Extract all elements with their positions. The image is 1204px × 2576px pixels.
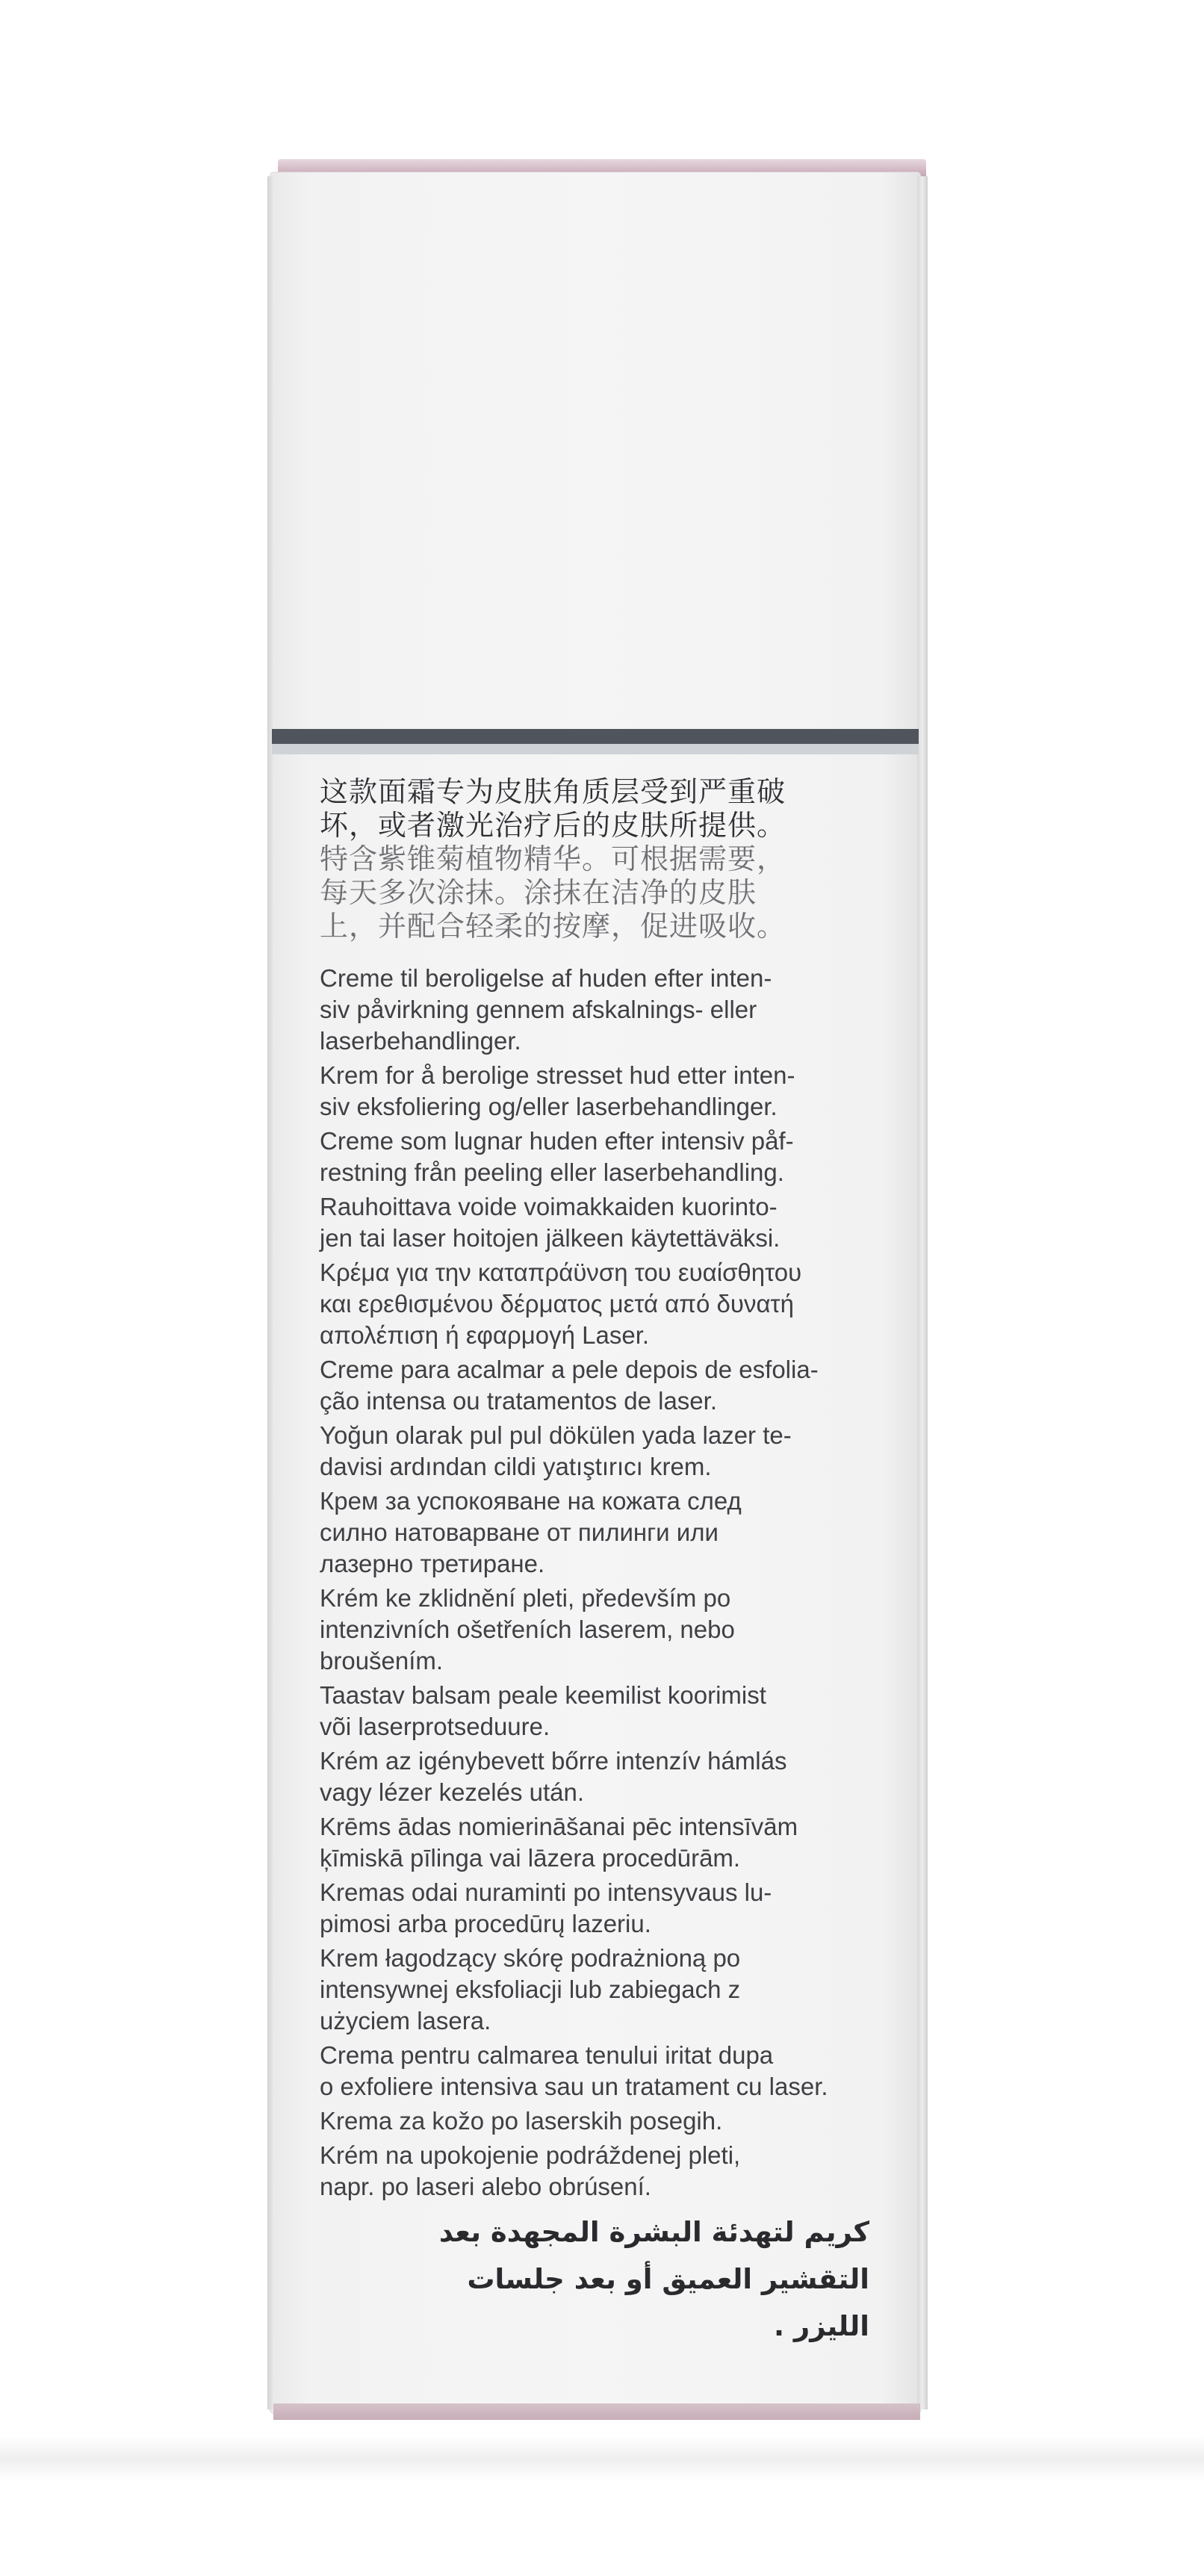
text-romanian: Crema pentru calmarea tenului iritat dupa o exfoliere intensiva sau un tratament cu laser.	[320, 2041, 828, 2100]
text-lithuanian: Kremas odai nuraminti po intensyvaus lu- pimosi arba procedūrų lazeriu.	[320, 1878, 772, 1937]
text-swedish: Creme som lugnar huden efter intensiv påf- restning från peeling eller laserbehandling.	[320, 1127, 794, 1186]
text-norwegian: Krem for å berolige stresset hud etter inten- siv eksfoliering og/eller laserbehandlinger.	[320, 1061, 795, 1120]
text-turkish: Yoğun olarak pul pul dökülen yada lazer te- davisi ardından cildi yatıştırıcı krem.	[320, 1421, 792, 1480]
text-greek: Κρέμα για την καταπράϋνση του ευαίσθητου και ερεθισμένου δέρματος μετά από δυνατή απολέπιση ή εφαρμογή Laser.	[320, 1258, 802, 1349]
text-arabic: كريم لتهدئة البشرة المجهدة بعد التقشير العميق أو بعد جلسات الليزر .	[438, 2216, 869, 2342]
floor-shadow	[0, 2436, 1204, 2481]
label-text-block	[320, 775, 869, 2377]
chinese-text-2: 特含紫锥菊植物精华。可根据需要， 每天多次涂抹。涂抹在洁净的皮肤 上，并配合轻柔的按摩，促进吸收。	[320, 842, 786, 943]
text-estonian: Taastav balsam peale keemilist koorimist või laserprotseduure.	[320, 1681, 766, 1740]
box-bottom-rim	[273, 2403, 920, 2420]
box-right-edge	[917, 176, 928, 2409]
text-slovenian: Krema za kožo po laserskih posegih.	[320, 2107, 723, 2135]
light-stripe	[272, 744, 919, 754]
text-portuguese: Creme para acalmar a pele depois de esfolia- ção intensa ou tratamentos de laser.	[320, 1356, 819, 1415]
text-finnish: Rauhoittava voide voimakkaiden kuorinto- jen tai laser hoitojen jälkeen käytettäväksi.	[320, 1193, 781, 1252]
text-slovak: Krém na upokojenie podráždenej pleti, napr. po laseri alebo obrúsení.	[320, 2141, 741, 2200]
chinese-text-1: 这款面霜专为皮肤角质层受到严重破 坏，或者激光治疗后的皮肤所提供。	[320, 775, 786, 842]
text-czech: Krém ke zklidnění pleti, především po intenzivních ošetřeních laserem, nebo broušením.	[320, 1584, 735, 1675]
text-danish: Creme til beroligelse af huden efter inten- siv påvirkning gennem afskalnings- eller laserbehandlinger.	[320, 964, 772, 1055]
dark-stripe	[272, 729, 919, 744]
text-latvian: Krēms ādas nomierināšanai pēc intensīvām ķīmiskā pīlinga vai lāzera procedūrām.	[320, 1813, 798, 1872]
box-left-edge	[267, 176, 275, 2409]
text-hungarian: Krém az igénybevett bőrre intenzív hámlás vagy lézer kezelés után.	[320, 1747, 787, 1806]
text-bulgarian: Крем за успокояване на кожата след силно натоварване от пилинги или лазерно третиране.	[320, 1487, 742, 1577]
text-polish: Krem łagodzący skórę podrażnioną po intensywnej eksfoliacji lub zabiegach z użyciem lasera.	[320, 1944, 741, 2035]
